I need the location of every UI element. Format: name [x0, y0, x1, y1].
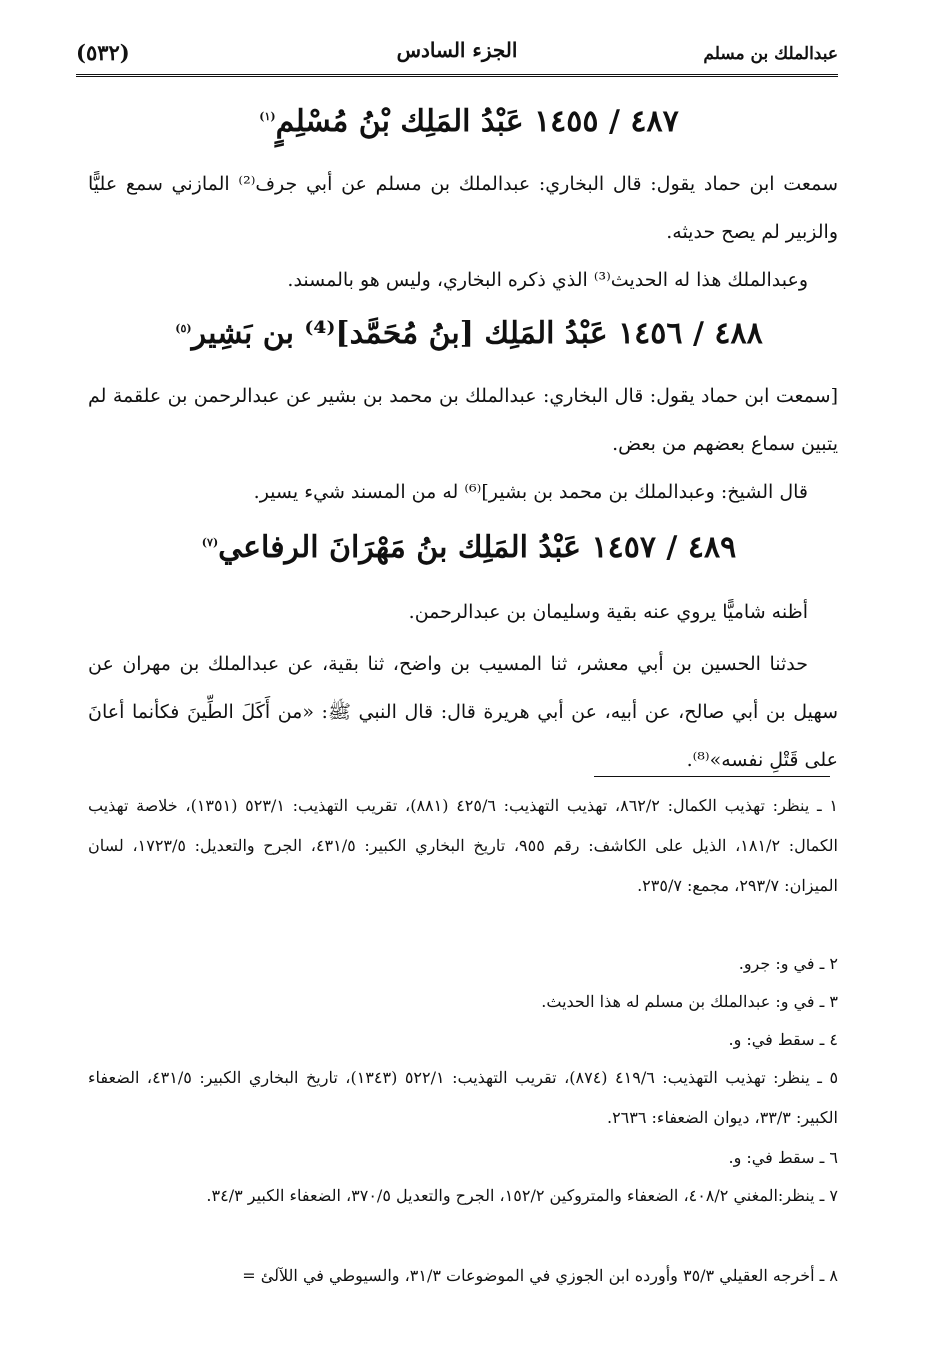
entry-paragraph: سمعت ابن حماد يقول: قال البخاري: عبدالملك بن مسلم عن أبي جرف⁽²⁾ المازني سمع عليًّا والزبير لم يصح حديثه.: [88, 173, 838, 243]
footnote-6: ٦ ـ سقط في: و.: [728, 1148, 838, 1167]
footnote-3: ٣ ـ في و: عبدالملك بن مسلم له هذا الحديث.: [541, 992, 838, 1011]
footnote-divider: [594, 776, 830, 777]
footnote-8: ٨ ـ أخرجه العقيلي ٣٥/٣ وأورده ابن الجوزي في الموضوعات ٣١/٣، والسيوطي في اللآلئ =: [242, 1266, 838, 1285]
entry-paragraph: أظنه شاميًّا يروي عنه بقية وسليمان بن عبدالرحمن.: [408, 601, 808, 623]
footnote-1: ١ ـ ينظر: تهذيب الكمال: ٨٦٢/٢، تهذيب التهذيب: ٤٢٥/٦ (٨٨١)، تقريب التهذيب: ٥٢٣/١ (١٣٥١)، خلاصة تهذيب الكمال: ١٨١/٢، الذيل على الكاشف: رقم ٩٥٥، تاريخ البخاري الكبير: ٤٣١/٥، الجرح والتعديل: ١٧٢٣/٥، لسان الميزان: ٢٩٣/٧، مجمع: ٢٣٥/٧.: [88, 796, 839, 895]
entry-heading-487: ٤٨٧ / ١٤٥٥ عَبْدُ المَلِك بْنُ مُسْلِمٍ$^{(١)}$: [259, 104, 679, 139]
entry-paragraph: [سمعت ابن حماد يقول: قال البخاري: عبدالملك بن محمد بن بشير عن عبدالرحمن بن علقمة لم يتبين سماع بعضهم من بعض.: [88, 385, 838, 455]
page-number: (٥٣٢): [76, 40, 130, 65]
page-header: [76, 30, 838, 74]
entry-heading-489: ٤٨٩ / ١٤٥٧ عَبْدُ المَلِك بنُ مَهْرَانَ الرفاعي$^{(٧)}$: [201, 530, 737, 565]
heading-note: (١): [259, 110, 276, 123]
footnote-2: ٢ ـ في و: جرو.: [738, 954, 838, 973]
header-divider: [76, 74, 838, 77]
entry-heading-488: ٤٨٨ / ١٤٥٦ عَبْدُ المَلِك [بنُ مُحَمَّد]⁽⁴⁾ بن بَشِير$^{(٥)}$: [175, 316, 763, 351]
entry-paragraph: حدثنا الحسين بن أبي معشر، ثنا المسيب بن واضح، ثنا بقية، عن عبدالملك بن مهران عن سهيل بن أبي صالح، عن أبيه، عن أبي هريرة قال: قال النبي ﷺ: «من أَكَلَ الطِّينَ فكأنما أعانَ على قَتْلِ نفسه»⁽⁸⁾.: [88, 653, 838, 771]
footnote-4: ٤ ـ سقط في: و.: [728, 1030, 838, 1049]
entry-paragraph: قال الشيخ: وعبدالملك بن محمد بن بشير]⁽⁶⁾ له من المسند شيء يسير.: [253, 481, 808, 503]
entry-paragraph: وعبدالملك هذا له الحديث⁽³⁾ الذي ذكره البخاري، وليس هو بالمسند.: [287, 269, 808, 291]
heading-note: (٥): [175, 322, 192, 335]
footnote-5: ٥ ـ ينظر: تهذيب التهذيب: ٤١٩/٦ (٨٧٤)، تقريب التهذيب: ٥٢٢/١ (١٣٤٣)، تاريخ البخاري الكبير: ٤٣١/٥، الضعفاء الكبير: ٣٣/٣، ديوان الضعفاء: ٢٦٣٦.: [88, 1068, 839, 1127]
part-title: الجزء السادس: [396, 38, 518, 62]
heading-note: (٧): [201, 536, 219, 549]
footnote-7: ٧ ـ ينظر:المغني ٤٠٨/٢، الضعفاء والمتروكين ١٥٢/٢، الجرح والتعديل ٣٧٠/٥، الضعفاء الكبير ٣٤/٣.: [206, 1186, 838, 1205]
running-title: عبدالملك بن مسلم: [703, 44, 838, 64]
